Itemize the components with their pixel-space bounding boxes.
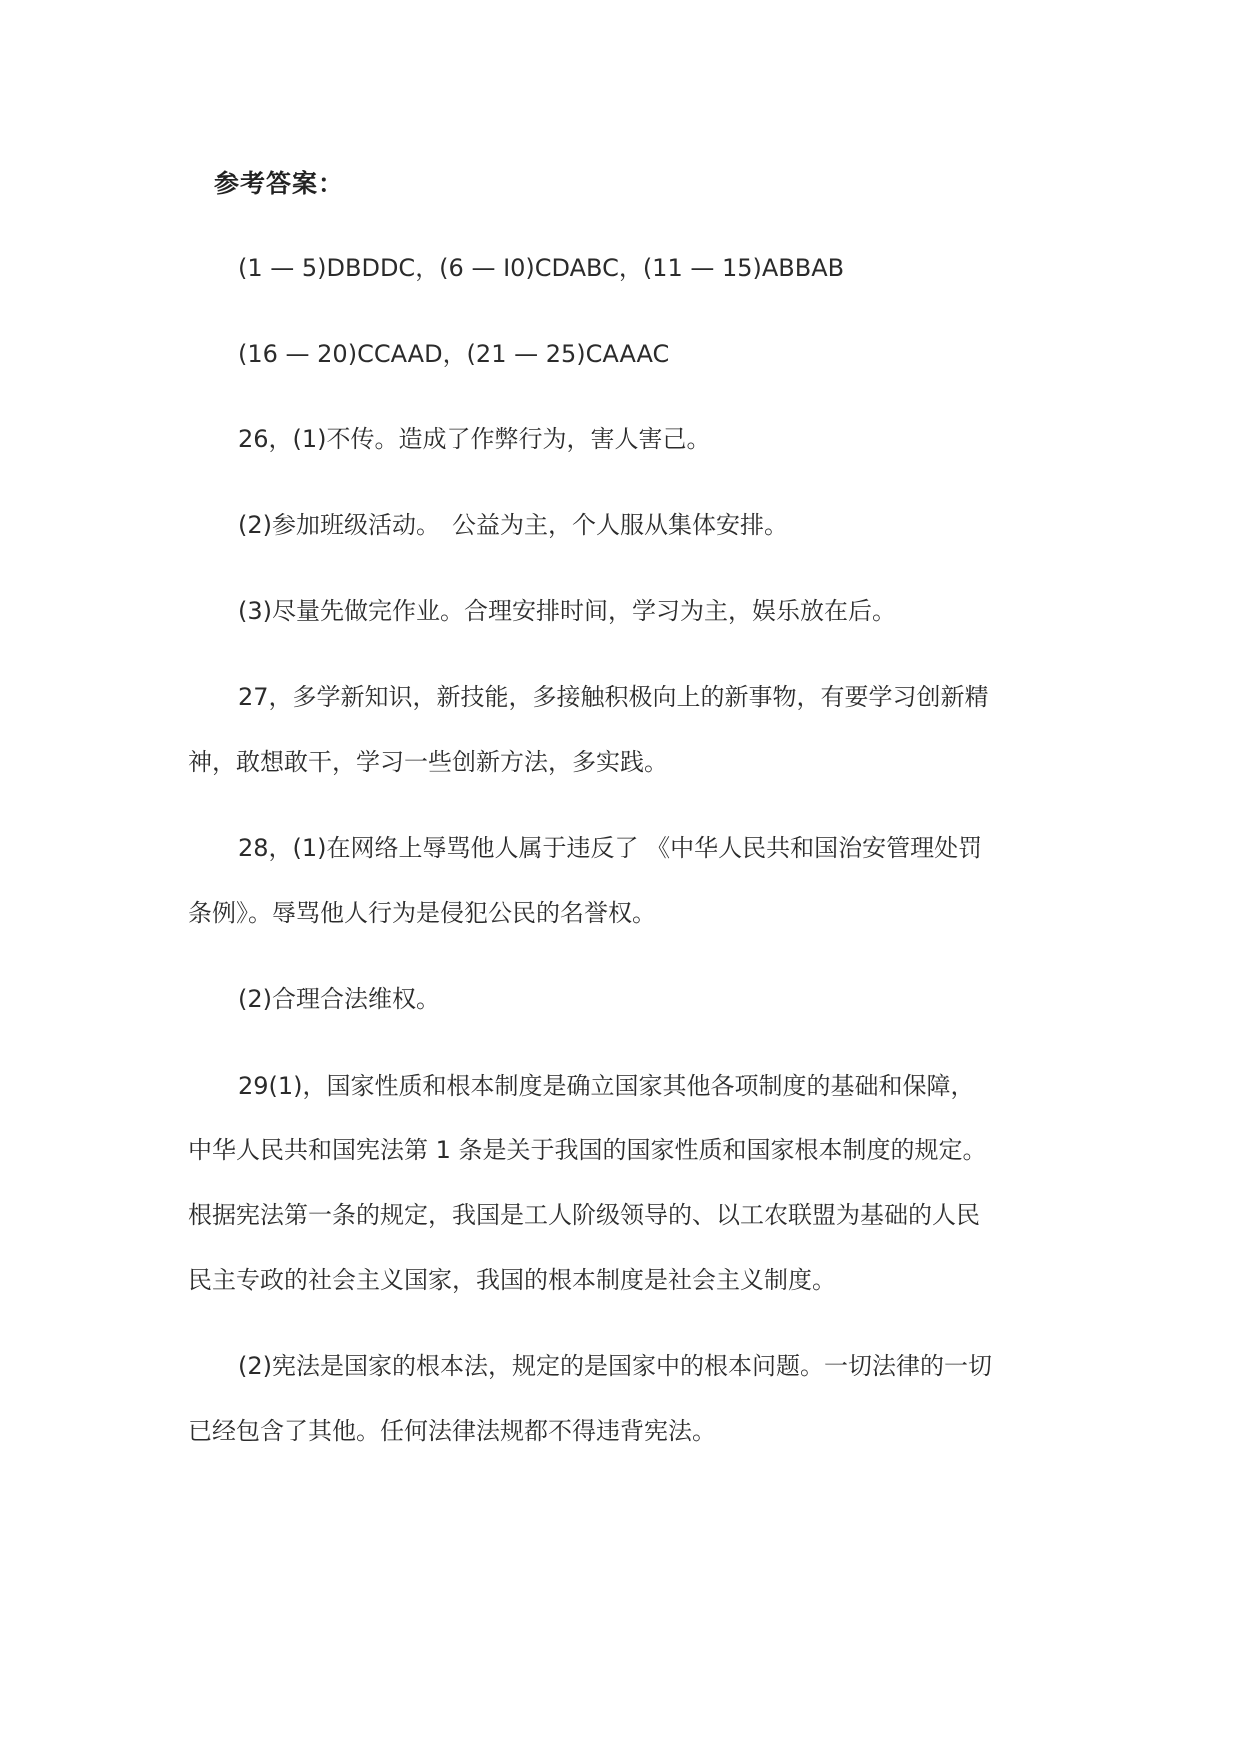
q28-line-1: 28，(1)在网络上辱骂他人属于违反了 《中华人民共和国治安管理处罚 <box>238 834 983 862</box>
q29-answer-2-line-1: (2)宪法是国家的根本法，规定的是国家中的根本问题。一切法律的一切 <box>238 1352 992 1380</box>
q27-line-2: 神，敢想敢干，学习一些创新方法，多实践。 <box>188 748 668 776</box>
q26-answer-3: (3)尽量先做完作业。合理安排时间，学习为主，娱乐放在后。 <box>238 597 896 625</box>
q26-answer-1: 26，(1)不传。造成了作弊行为，害人害己。 <box>238 425 711 453</box>
answers-line-2: (16 — 20)CCAAD，(21 — 25)CAAAC <box>238 340 670 368</box>
q29-line-4: 民主专政的社会主义国家，我国的根本制度是社会主义制度。 <box>188 1266 836 1294</box>
q26-answer-2: (2)参加班级活动。 公益为主，个人服从集体安排。 <box>238 511 788 539</box>
q29-answer-2-line-2: 已经包含了其他。任何法律法规都不得违背宪法。 <box>188 1417 716 1445</box>
q29-line-2: 中华人民共和国宪法第 1 条是关于我国的国家性质和国家根本制度的规定。 <box>188 1136 987 1164</box>
q27-line-1: 27，多学新知识，新技能，多接触积极向上的新事物，有要学习创新精 <box>238 683 989 711</box>
q28-answer-2: (2)合理合法维权。 <box>238 985 440 1013</box>
q29-line-3: 根据宪法第一条的规定，我国是工人阶级领导的、以工农联盟为基础的人民 <box>188 1201 980 1229</box>
answers-line-1: (1 — 5)DBDDC，(6 — I0)CDABC，(11 — 15)ABBAB <box>238 254 845 282</box>
q29-line-1: 29(1)，国家性质和根本制度是确立国家其他各项制度的基础和保障， <box>238 1072 975 1100</box>
q28-line-2: 条例》。辱骂他人行为是侵犯公民的名誉权。 <box>188 899 656 927</box>
answer-heading: 参考答案： <box>214 169 345 198</box>
